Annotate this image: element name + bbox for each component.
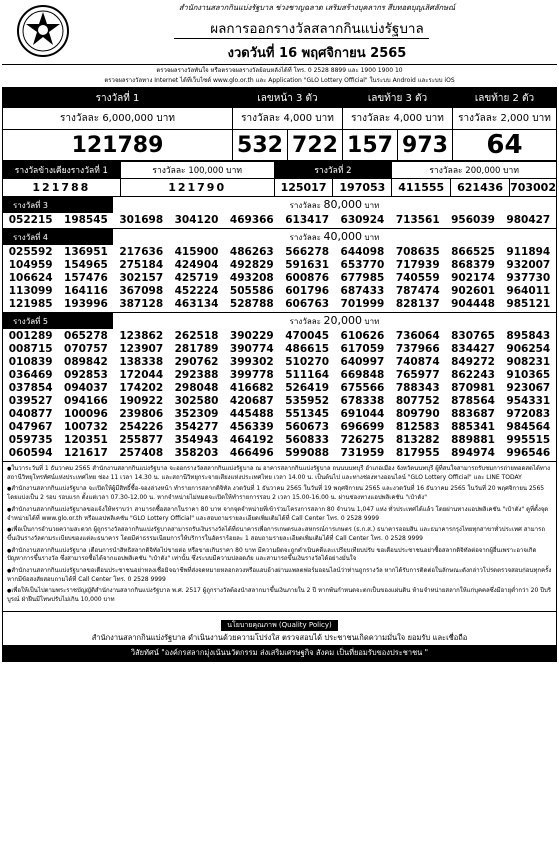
announcement-item: ● สำนักงานสลากกินแบ่งรัฐบาล จะเปิดให้ผู้มีสิทธิ์ซื้อ-จองล่วงหน้า ทำรายการสลากดิจิทัล งวดวันที่ 1 ธันวาคม 2565 ในวันที่ 19 พฤศจิกายน 2565 และงวดวันที่ 16 ธันวาคม 2565 ในวันที่ 20 พฤศจิกายน 2565 โดยแบ่งเป็น 2 รอบ รอบแรก ตั้งแต่เวลา 07.30-12.00 น. หากจำหน่ายไม่หมดจะเปิดให้ทำรายการรอบ 2 เวลา 15.00-16.00 น. ผ่านช่องทางแอปพลิเคชัน "เป๋าตัง" — [7, 485, 552, 502]
prize-number: 367098 — [119, 285, 164, 297]
prize-number: 452224 — [174, 285, 219, 297]
prize-number: 070757 — [64, 343, 108, 355]
prize-number: 765977 — [395, 369, 440, 381]
page-title: ผลการออกรางวัลสลากกินแบ่งรัฐบาล — [210, 21, 424, 37]
prize-number: 870981 — [451, 382, 495, 394]
prize-number: 059735 — [8, 434, 53, 446]
prize-unit: บาท — [364, 233, 380, 242]
prize-number: 193996 — [64, 298, 108, 310]
prize-number: 302580 — [174, 395, 219, 407]
fifth-prize-amount — [113, 314, 556, 328]
prize-number: 985121 — [506, 298, 551, 310]
prize-number: 040877 — [8, 408, 53, 420]
header — [2, 0, 557, 64]
quality-policy-label: นโยบายคุณภาพ (Quality Policy) — [221, 620, 338, 631]
second-prize-number: 411555 — [392, 179, 451, 197]
prize-number: 094037 — [64, 382, 108, 394]
prize-number: 292388 — [174, 369, 219, 381]
prize-number: 737966 — [395, 343, 440, 355]
second-prize-number: 197053 — [333, 179, 392, 197]
prize-number: 599088 — [285, 447, 330, 459]
prize-number: 911894 — [506, 246, 551, 258]
announcement-item: ● สำนักงานสลากกินแบ่งรัฐบาลขอเตือนประชาชนอย่าหลงเชื่อมิจฉาชีพที่ส่งจดหมายหลอกลวงหรือแอบอ้างผ่านแพลตฟอร์มออนไลน์ว่าท่านถูกรางวัล หากได้รับการติดต่อในลักษณะดังกล่าวโปรดตรวจสอบก่อนทุกครั้ง หากมีข้อสงสัยสอบถามได้ที่ Call Center โทร. 0 2528 9999 — [7, 567, 552, 584]
back3-number: 973 — [398, 130, 453, 161]
prize-number: 172044 — [119, 369, 164, 381]
prize-number: 787474 — [395, 285, 440, 297]
fifth-prize-numbers — [3, 329, 556, 461]
prize-number: 669848 — [340, 369, 385, 381]
prize-prefix: รางวัลละ — [289, 201, 321, 210]
prize-number: 954331 — [506, 395, 551, 407]
prize-number: 301698 — [119, 214, 164, 226]
prize-number: 239806 — [119, 408, 164, 420]
prize-prefix: รางวัลละ — [289, 233, 321, 242]
prize-number: 001289 — [8, 330, 53, 342]
prize-number: 601796 — [285, 285, 330, 297]
prize-number: 399302 — [229, 356, 274, 368]
prize-number: 505586 — [229, 285, 274, 297]
prize-number: 290762 — [174, 356, 219, 368]
prize-number: 025592 — [8, 246, 53, 258]
back2-amount: รางวัลละ 2,000 บาท — [453, 108, 557, 130]
prize-number: 445488 — [229, 408, 274, 420]
prize-number: 740559 — [395, 272, 440, 284]
prize-number: 610626 — [340, 330, 385, 342]
prize-number: 878564 — [451, 395, 495, 407]
prize-number: 708635 — [395, 246, 440, 258]
footer — [2, 612, 557, 662]
prize-number: 984564 — [506, 421, 551, 433]
prize-number: 677985 — [340, 272, 385, 284]
near-first-number: 121788 — [3, 179, 121, 197]
prize-number: 257408 — [119, 447, 164, 459]
prize-number: 123907 — [119, 343, 164, 355]
prize-number: 100732 — [64, 421, 108, 433]
prize-number: 726275 — [340, 434, 385, 446]
prize-number: 964011 — [506, 285, 551, 297]
prize-value: 40,000 — [323, 230, 362, 243]
prize-number: 123862 — [119, 330, 164, 342]
prize-number: 493208 — [229, 272, 274, 284]
second-prize-number: 125017 — [274, 179, 333, 197]
prize-number: 511164 — [285, 369, 330, 381]
prize-number: 424904 — [174, 259, 219, 271]
prize-number: 830765 — [451, 330, 495, 342]
prize-number: 653770 — [340, 259, 385, 271]
prize-number: 526419 — [285, 382, 330, 394]
prize-number: 352309 — [174, 408, 219, 420]
prize-number: 354277 — [174, 421, 219, 433]
front3-amount: รางวัลละ 4,000 บาท — [233, 108, 343, 130]
prize-value: 20,000 — [323, 314, 362, 327]
prize-number: 701999 — [340, 298, 385, 310]
prize-number: 100096 — [64, 408, 108, 420]
check-info-web: ตรวจผลรางวัลทาง Internet ได้ที่เว็บไซต์ www.glo.or.th และ Application "GLO Lottery Official" ในระบบ Android และระบบ iOS — [104, 77, 455, 84]
prize-number: 678338 — [340, 395, 385, 407]
prize-number: 138338 — [119, 356, 164, 368]
prize-number: 740874 — [395, 356, 440, 368]
second-prize-number: 703002 — [510, 179, 557, 197]
prize-number: 813282 — [395, 434, 440, 446]
prize-number: 904448 — [451, 298, 495, 310]
prize-number: 255877 — [119, 434, 164, 446]
third-prize-numbers — [3, 213, 556, 228]
prize-number: 528788 — [229, 298, 274, 310]
prize-number: 906254 — [506, 343, 551, 355]
prize-number: 807752 — [395, 395, 440, 407]
prize-number: 262518 — [174, 330, 219, 342]
announcement-item: ● เพื่อเป็นการอำนวยความสะดวก ผู้ถูกรางวัลสลากกินแบ่งรัฐบาลสามารถรับเงินรางวัลได้ที่ธนาคารเพื่อการเกษตรและสหกรณ์การเกษตร (ธ.ก.ส.) ธนาคารออมสิน และธนาคารกรุงไทยทุกสาขาทั่วประเทศ สามารถขึ้นเงินรางวัลตามระเบียบของแต่ละธนาคาร โดยมีค่าธรรมเนียมการให้บริการในอัตราร้อยละ 1 สอบถามรายละเอียดเพิ่มเติมได้ที่ Call Center โทร. 0 2528 9999 — [7, 526, 552, 543]
prize-number: 630924 — [340, 214, 385, 226]
quality-policy-text: สำนักงานสลากกินแบ่งรัฐบาล ดำเนินงานด้วยความโปร่งใส ตรวจสอบได้ ประชาชนเกิดความมั่นใจ ยอมรับ และเชื่อถือ — [91, 632, 468, 642]
prize-number: 817955 — [395, 447, 440, 459]
prize-number: 535952 — [285, 395, 330, 407]
prize-number: 415900 — [174, 246, 219, 258]
prize-number: 894974 — [451, 447, 495, 459]
prize-number: 696699 — [340, 421, 385, 433]
prize-number: 606763 — [285, 298, 330, 310]
prize-number: 106624 — [8, 272, 53, 284]
prize-number: 302157 — [119, 272, 164, 284]
prize-number: 464192 — [229, 434, 274, 446]
prize-number: 037854 — [8, 382, 53, 394]
prize-number: 217636 — [119, 246, 164, 258]
prize-number: 121985 — [8, 298, 53, 310]
prize-number: 691044 — [340, 408, 385, 420]
draw-date: งวดวันที่ 16 พฤศจิกายน 2565 — [227, 46, 407, 61]
prize-number: 466496 — [229, 447, 274, 459]
third-prize-section — [2, 197, 557, 229]
prize-number: 895843 — [506, 330, 551, 342]
prize-number: 849272 — [451, 356, 495, 368]
prize-number: 560833 — [285, 434, 330, 446]
prize-number: 456339 — [229, 421, 274, 433]
prize-number: 551345 — [285, 408, 330, 420]
prize-number: 065278 — [64, 330, 108, 342]
prize-number: 972083 — [506, 408, 551, 420]
prize-number: 008715 — [8, 343, 53, 355]
fourth-prize-numbers — [3, 245, 556, 312]
prize-number: 469366 — [229, 214, 274, 226]
prize-number: 932007 — [506, 259, 551, 271]
prize-unit: บาท — [364, 317, 380, 326]
second-prize-number: 621436 — [451, 179, 510, 197]
front3-label: เลขหน้า 3 ตัว — [233, 89, 343, 108]
prize-number: 399778 — [229, 369, 274, 381]
prize-number: 923067 — [506, 382, 551, 394]
prize-number: 470045 — [285, 330, 330, 342]
announcement-item: ● สำนักงานสลากกินแบ่งรัฐบาล เตือนการนำสิทธิสลากดิจิทัลไปขายต่อ หรือขายเกินราคา 80 บาท มีความผิดจะถูกดำเนินคดีและเปรียบเทียบปรับ ขอเตือนประชาชนอย่าซื้อสลากดิจิทัลต่อจากผู้อื่นเพราะอาจเกิดปัญหาการขึ้นรางวัล ซึ่งสามารถซื้อได้จากแอปพลิเคชัน "เป๋าตัง" เท่านั้น ซึ่งระบบมีความปลอดภัย และสามารถขึ้นเงินรางวัลได้อย่างมั่นใจ — [7, 547, 552, 564]
first-prize-label: รางวัลที่ 1 — [3, 89, 233, 108]
prize-number: 713561 — [395, 214, 440, 226]
prize-number: 190922 — [119, 395, 164, 407]
second-prize-amount: รางวัลละ 200,000 บาท — [392, 162, 557, 179]
prize-number: 617059 — [340, 343, 385, 355]
prize-number: 157476 — [64, 272, 108, 284]
prize-number: 390229 — [229, 330, 274, 342]
lottery-emblem-icon — [16, 4, 70, 58]
prize-number: 566278 — [285, 246, 330, 258]
prize-number: 868379 — [451, 259, 495, 271]
announcement-item: ● สำนักงานสลากกินแบ่งรัฐบาลขอแจ้งให้ทราบว่า สามารถซื้อสลากในราคา 80 บาท จากจุดจำหน่ายที่เข้าร่วมโครงการสลาก 80 จำนวน 1,047 แห่ง ทั่วประเทศได้แล้ว โดยผ่านทางแอปพลิเคชัน "เป๋าตัง" ดูที่ตั้งจุดจำหน่ายได้ที่ www.glo.or.th หรือแอปพลิเคชัน "GLO Lottery Official" และสอบถามรายละเอียดเพิ่มเติมได้ที่ Call Center โทร. 0 2528 9999 — [7, 506, 552, 523]
prize-number: 416682 — [229, 382, 274, 394]
prize-number: 866525 — [451, 246, 495, 258]
near-second-prizes — [2, 161, 557, 197]
back3-label: เลขท้าย 3 ตัว — [343, 89, 453, 108]
prize-number: 980427 — [506, 214, 551, 226]
prize-number: 036469 — [8, 369, 53, 381]
prize-number: 600876 — [285, 272, 330, 284]
fourth-prize-label: รางวัลที่ 4 — [3, 229, 113, 245]
near-first-amount: รางวัลละ 100,000 บาท — [120, 162, 274, 179]
announcement-item: ● เพื่อให้เป็นไปตามพระราชบัญญัติสำนักงานสลากกินแบ่งรัฐบาล พ.ศ. 2517 ผู้ถูกรางวัลต้องนำสลากมาขึ้นเงินภายใน 2 ปี หากพ้นกำหนดจะตกเป็นของแผ่นดิน ห้ามจำหน่ายสลากให้แก่บุคคลซึ่งมีอายุต่ำกว่า 20 ปีบริบูรณ์ ฝ่าฝืนมีโทษปรับไม่เกิน 10,000 บาท — [7, 587, 552, 604]
prize-number: 560673 — [285, 421, 330, 433]
prize-number: 644098 — [340, 246, 385, 258]
title-underline — [174, 38, 429, 39]
prize-number: 121617 — [64, 447, 108, 459]
prize-number: 354943 — [174, 434, 219, 446]
announcement-item: ● ในวาระวันที่ 1 ธันวาคม 2565 สำนักงานสลากกินแบ่งรัฐบาล จะออกรางวัลสลากกินแบ่งรัฐบาล ณ อาคารสลากกินแบ่งรัฐบาล ถนนนนทบุรี อำเภอเมือง จังหวัดนนทบุรี ผู้ที่สนใจสามารถรับชมการถ่ายทอดสดได้ทางสถานีวิทยุโทรทัศน์แห่งประเทศไทย ช่อง 11 เวลา 14.30 น. และสถานีวิทยุกระจายเสียงแห่งประเทศไทย เวลา 14.00 น. เป็นต้นไป และทางช่องทางออนไลน์ "GLO Lottery Official" และ LINE TODAY — [7, 465, 552, 482]
fifth-prize-section — [2, 313, 557, 462]
prize-number: 060594 — [8, 447, 53, 459]
front3-number: 722 — [288, 130, 343, 161]
near-first-label: รางวัลข้างเคียงรางวัลที่ 1 — [3, 162, 121, 179]
prize-number: 995515 — [506, 434, 551, 446]
third-prize-label: รางวัลที่ 3 — [3, 197, 113, 213]
prize-number: 164116 — [64, 285, 108, 297]
prize-number: 010839 — [8, 356, 53, 368]
prize-number: 420687 — [229, 395, 274, 407]
prize-number: 120351 — [64, 434, 108, 446]
check-info-phone: ตรวจผลรางวัลทันใจ หรือตรวจผลรางวัลย้อนหลังได้ที่ โทร. 0 2528 8899 และ 1900 1900 10 — [156, 67, 403, 74]
prize-number: 089842 — [64, 356, 108, 368]
prize-number: 094166 — [64, 395, 108, 407]
prize-number: 640997 — [340, 356, 385, 368]
prize-number: 902174 — [451, 272, 495, 284]
prize-number: 358203 — [174, 447, 219, 459]
back2-number: 64 — [453, 130, 557, 161]
prize-number: 731959 — [340, 447, 385, 459]
front3-number: 532 — [233, 130, 288, 161]
back3-number: 157 — [343, 130, 398, 161]
prize-number: 304120 — [174, 214, 219, 226]
first-prize-amount: รางวัลละ 6,000,000 บาท — [3, 108, 233, 130]
prize-number: 039527 — [8, 395, 53, 407]
prize-number: 788343 — [395, 382, 440, 394]
prize-number: 154965 — [64, 259, 108, 271]
prize-number: 174202 — [119, 382, 164, 394]
third-prize-amount — [113, 198, 556, 212]
prize-number: 136951 — [64, 246, 108, 258]
second-prize-label: รางวัลที่ 2 — [274, 162, 392, 179]
back2-label: เลขท้าย 2 ตัว — [453, 89, 557, 108]
prize-number: 281789 — [174, 343, 219, 355]
prize-number: 387128 — [119, 298, 164, 310]
top-prizes — [2, 88, 557, 161]
prize-number: 812583 — [395, 421, 440, 433]
first-prize-number: 121789 — [3, 130, 233, 161]
fourth-prize-amount — [113, 230, 556, 244]
prize-number: 047967 — [8, 421, 53, 433]
prize-number: 937730 — [506, 272, 551, 284]
prize-number: 889881 — [451, 434, 495, 446]
prize-number: 492829 — [229, 259, 274, 271]
prize-number: 254226 — [119, 421, 164, 433]
agency-slogan: สำนักงานสลากกินแบ่งรัฐบาล ช่วงชาญฉลาด เสริมสร้างบุคลากร สืบทอดบุญเลิศลักษณ์ — [178, 3, 456, 12]
prize-number: 052215 — [8, 214, 53, 226]
prize-number: 198545 — [64, 214, 108, 226]
prize-number: 092853 — [64, 369, 108, 381]
fourth-prize-section — [2, 229, 557, 313]
back3-amount: รางวัลละ 4,000 บาท — [343, 108, 453, 130]
prize-number: 675566 — [340, 382, 385, 394]
prize-number: 486263 — [229, 246, 274, 258]
prize-number: 910365 — [506, 369, 551, 381]
prize-number: 736064 — [395, 330, 440, 342]
prize-unit: บาท — [364, 201, 380, 210]
prize-number: 298048 — [174, 382, 219, 394]
check-info — [2, 64, 557, 88]
prize-number: 275184 — [119, 259, 164, 271]
prize-number: 591631 — [285, 259, 330, 271]
prize-number: 104959 — [8, 259, 53, 271]
prize-number: 809790 — [395, 408, 440, 420]
prize-number: 956039 — [451, 214, 495, 226]
prize-number: 996546 — [506, 447, 551, 459]
prize-number: 687433 — [340, 285, 385, 297]
prize-number: 113099 — [8, 285, 53, 297]
prize-number: 885341 — [451, 421, 495, 433]
vision-statement: วิสัยทัศน์ "องค์กรสลากมุ่งเน้นนวัตกรรม ส่งเสริมเศรษฐกิจ สังคม เป็นที่ยอมรับของประชาชน " — [3, 645, 556, 661]
prize-number: 510270 — [285, 356, 330, 368]
announcements — [2, 462, 557, 612]
prize-number: 834427 — [451, 343, 495, 355]
prize-number: 425719 — [174, 272, 219, 284]
prize-prefix: รางวัลละ — [289, 317, 321, 326]
prize-number: 486615 — [285, 343, 330, 355]
prize-number: 862243 — [451, 369, 495, 381]
prize-number: 883687 — [451, 408, 495, 420]
prize-number: 908231 — [506, 356, 551, 368]
prize-value: 80,000 — [323, 198, 362, 211]
prize-number: 902601 — [451, 285, 495, 297]
fifth-prize-label: รางวัลที่ 5 — [3, 313, 113, 329]
prize-number: 463134 — [174, 298, 219, 310]
prize-number: 828137 — [395, 298, 440, 310]
prize-number: 390774 — [229, 343, 274, 355]
prize-number: 613417 — [285, 214, 330, 226]
prize-number: 717939 — [395, 259, 440, 271]
near-first-number: 121790 — [120, 179, 274, 197]
